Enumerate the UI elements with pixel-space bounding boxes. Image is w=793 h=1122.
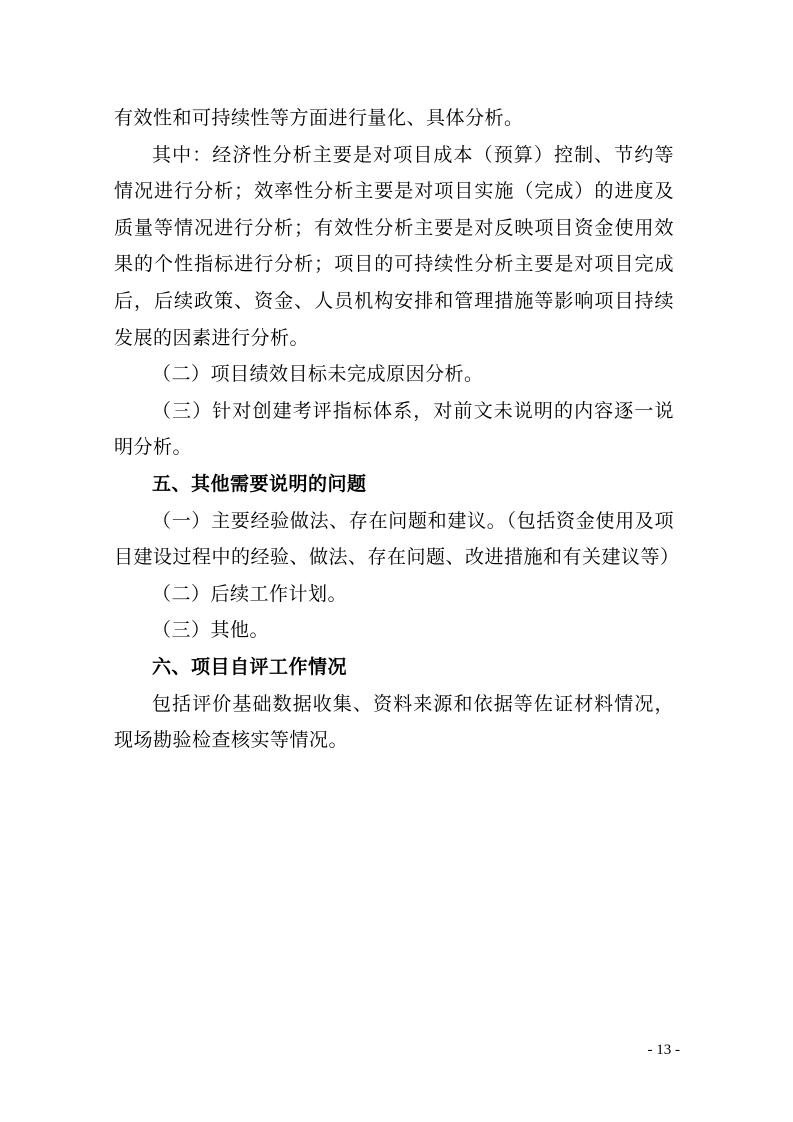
section-heading-6: 六、项目自评工作情况 xyxy=(152,655,348,678)
paragraph-item-2-unmet-goals: （二）项目绩效目标未完成原因分析。 xyxy=(152,363,484,386)
paragraph-continuation: 有效性和可持续性等方面进行量化、具体分析。 xyxy=(114,107,524,129)
paragraph-self-evaluation: 包括评价基础数据收集、资料来源和依据等佐证材料情况，现场勘验检查核实等情况。 xyxy=(114,692,674,752)
paragraph-item-3-other: （三）其他。 xyxy=(152,619,270,642)
paragraph-item-1-experience: （一）主要经验做法、存在问题和建议。（包括资金使用及项目建设过程中的经验、做法、存在问题、改进措施和有关建议等） xyxy=(114,509,680,569)
paragraph-item-2-follow-up: （二）后续工作计划。 xyxy=(152,582,348,605)
document-body xyxy=(114,100,680,759)
paragraph-item-3-indicator-system: （三）针对创建考评指标体系，对前文未说明的内容逐一说明分析。 xyxy=(114,399,674,459)
page-number: - 13 - xyxy=(647,1042,680,1058)
paragraph-analysis-details: 其中：经济性分析主要是对项目成本（预算）控制、节约等情况进行分析；效率性分析主要是对项目实施（完成）的进度及质量等情况进行分析；有效性分析主要是对反映项目资金使用效果的个性指标进行分析；项目的可持续性分析主要是对项目完成后，后续政策、资金、人员机构安排和管理措施等影响项目持续发展的因素进行分析。 xyxy=(114,143,674,349)
section-heading-5: 五、其他需要说明的问题 xyxy=(152,472,367,495)
